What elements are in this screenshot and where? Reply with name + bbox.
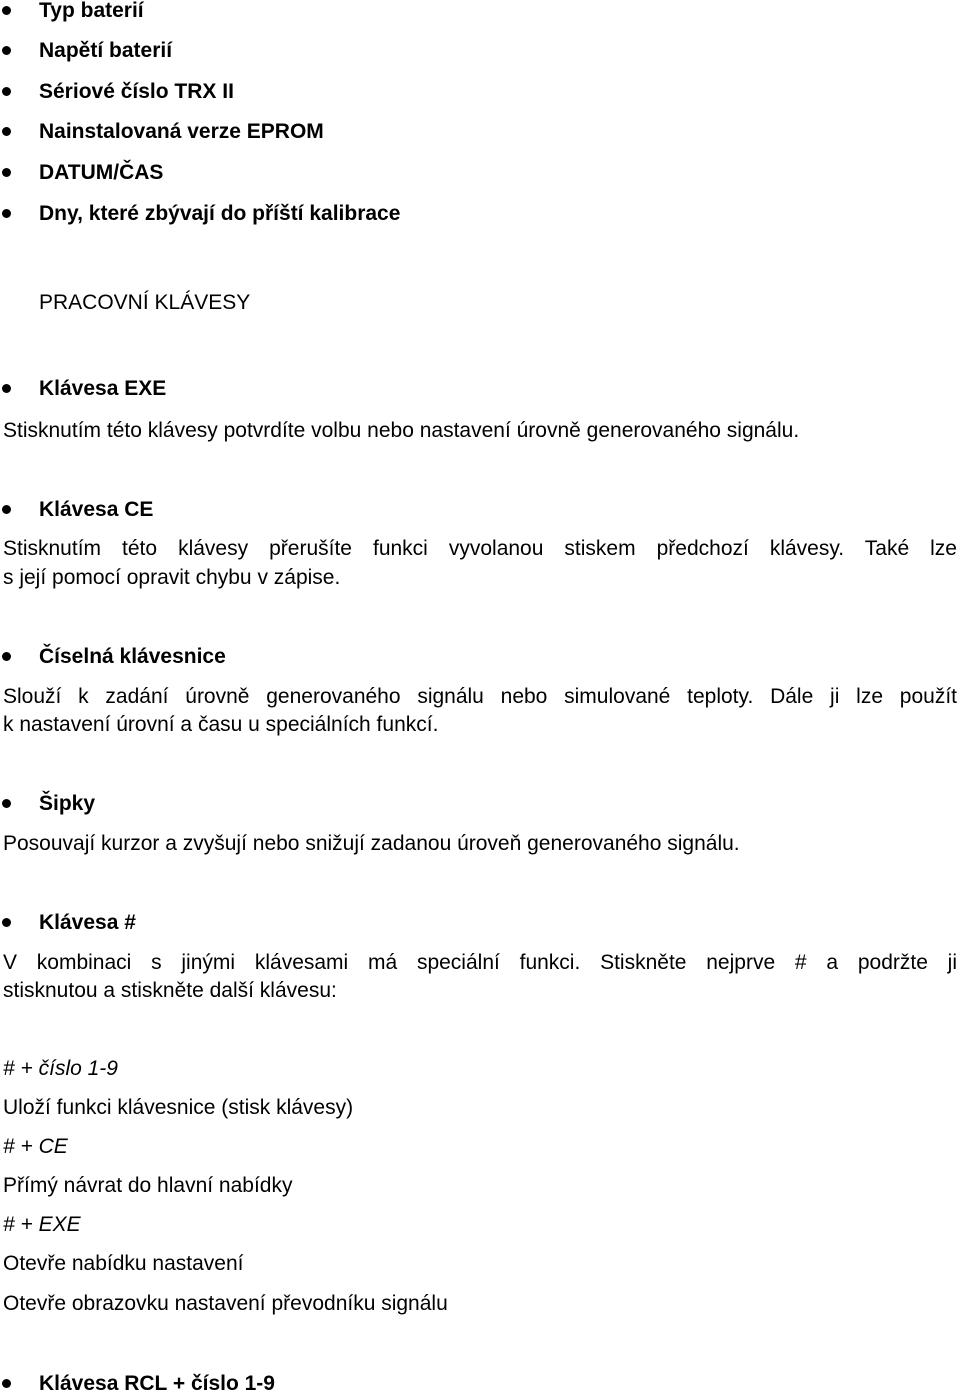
bullet-icon bbox=[2, 168, 11, 177]
key-description: Posouvají kurzor a zvyšují nebo snižují zadanou úroveň generovaného signálu. bbox=[3, 832, 740, 855]
key-title: Šipky bbox=[39, 792, 96, 815]
key-title: Klávesa # bbox=[39, 911, 136, 934]
list-item-text: Nainstalovaná verze EPROM bbox=[39, 120, 324, 143]
bullet-icon bbox=[2, 799, 11, 808]
bullet-icon bbox=[2, 918, 11, 927]
list-item-text: Dny, které zbývají do příští kalibrace bbox=[39, 202, 401, 225]
key-description bbox=[3, 534, 957, 564]
key-description-line: s její pomocí opravit chybu v zápise. bbox=[3, 566, 341, 589]
bullet-icon bbox=[2, 652, 11, 661]
key-description-line: stisknutou a stiskněte další klávesu: bbox=[3, 979, 337, 1002]
key-description-line: Slouží k zadání úrovně generovaného signálu nebo simulované teploty. Dále ji lze použít bbox=[3, 685, 957, 708]
bullet-icon bbox=[2, 87, 11, 96]
combo-extra-description: Otevře obrazovku nastavení převodníku signálu bbox=[3, 1292, 448, 1315]
key-description-line: V kombinaci s jinými klávesami má speciální funkci. Stiskněte nejprve # a podržte ji bbox=[3, 951, 957, 974]
key-description bbox=[3, 948, 957, 978]
key-description-line: Stisknutím této klávesy přerušíte funkci vyvolanou stiskem předchozí klávesy. Také lze bbox=[3, 537, 957, 560]
combo-description: Uloží funkci klávesnice (stisk klávesy) bbox=[3, 1096, 354, 1119]
combo-label: # + EXE bbox=[3, 1213, 81, 1236]
key-title: Klávesa EXE bbox=[39, 377, 167, 400]
bullet-icon bbox=[2, 1379, 11, 1388]
bullet-icon bbox=[2, 46, 11, 55]
list-item-text: DATUM/ČAS bbox=[39, 161, 164, 184]
bullet-icon bbox=[2, 6, 11, 15]
bullet-icon bbox=[2, 384, 11, 393]
bullet-icon bbox=[2, 209, 11, 218]
bullet-icon bbox=[2, 505, 11, 514]
key-title: Klávesa RCL + číslo 1-9 bbox=[39, 1372, 275, 1395]
key-title: Číselná klávesnice bbox=[39, 645, 226, 668]
key-description: Stisknutím této klávesy potvrdíte volbu nebo nastavení úrovně generovaného signálu. bbox=[3, 419, 800, 442]
combo-description: Otevře nabídku nastavení bbox=[3, 1252, 244, 1275]
list-item-text: Napětí baterií bbox=[39, 39, 173, 62]
list-item-text: Sériové číslo TRX II bbox=[39, 80, 234, 103]
section-heading: PRACOVNÍ KLÁVESY bbox=[39, 291, 251, 314]
key-title: Klávesa CE bbox=[39, 498, 154, 521]
bullet-icon bbox=[2, 127, 11, 136]
list-item-text: Typ baterií bbox=[39, 0, 144, 22]
combo-label: # + číslo 1-9 bbox=[3, 1057, 118, 1080]
combo-label: # + CE bbox=[3, 1135, 68, 1158]
key-description-line: k nastavení úrovní a času u speciálních funkcí. bbox=[3, 713, 439, 736]
combo-description: Přímý návrat do hlavní nabídky bbox=[3, 1174, 293, 1197]
key-description bbox=[3, 682, 957, 712]
